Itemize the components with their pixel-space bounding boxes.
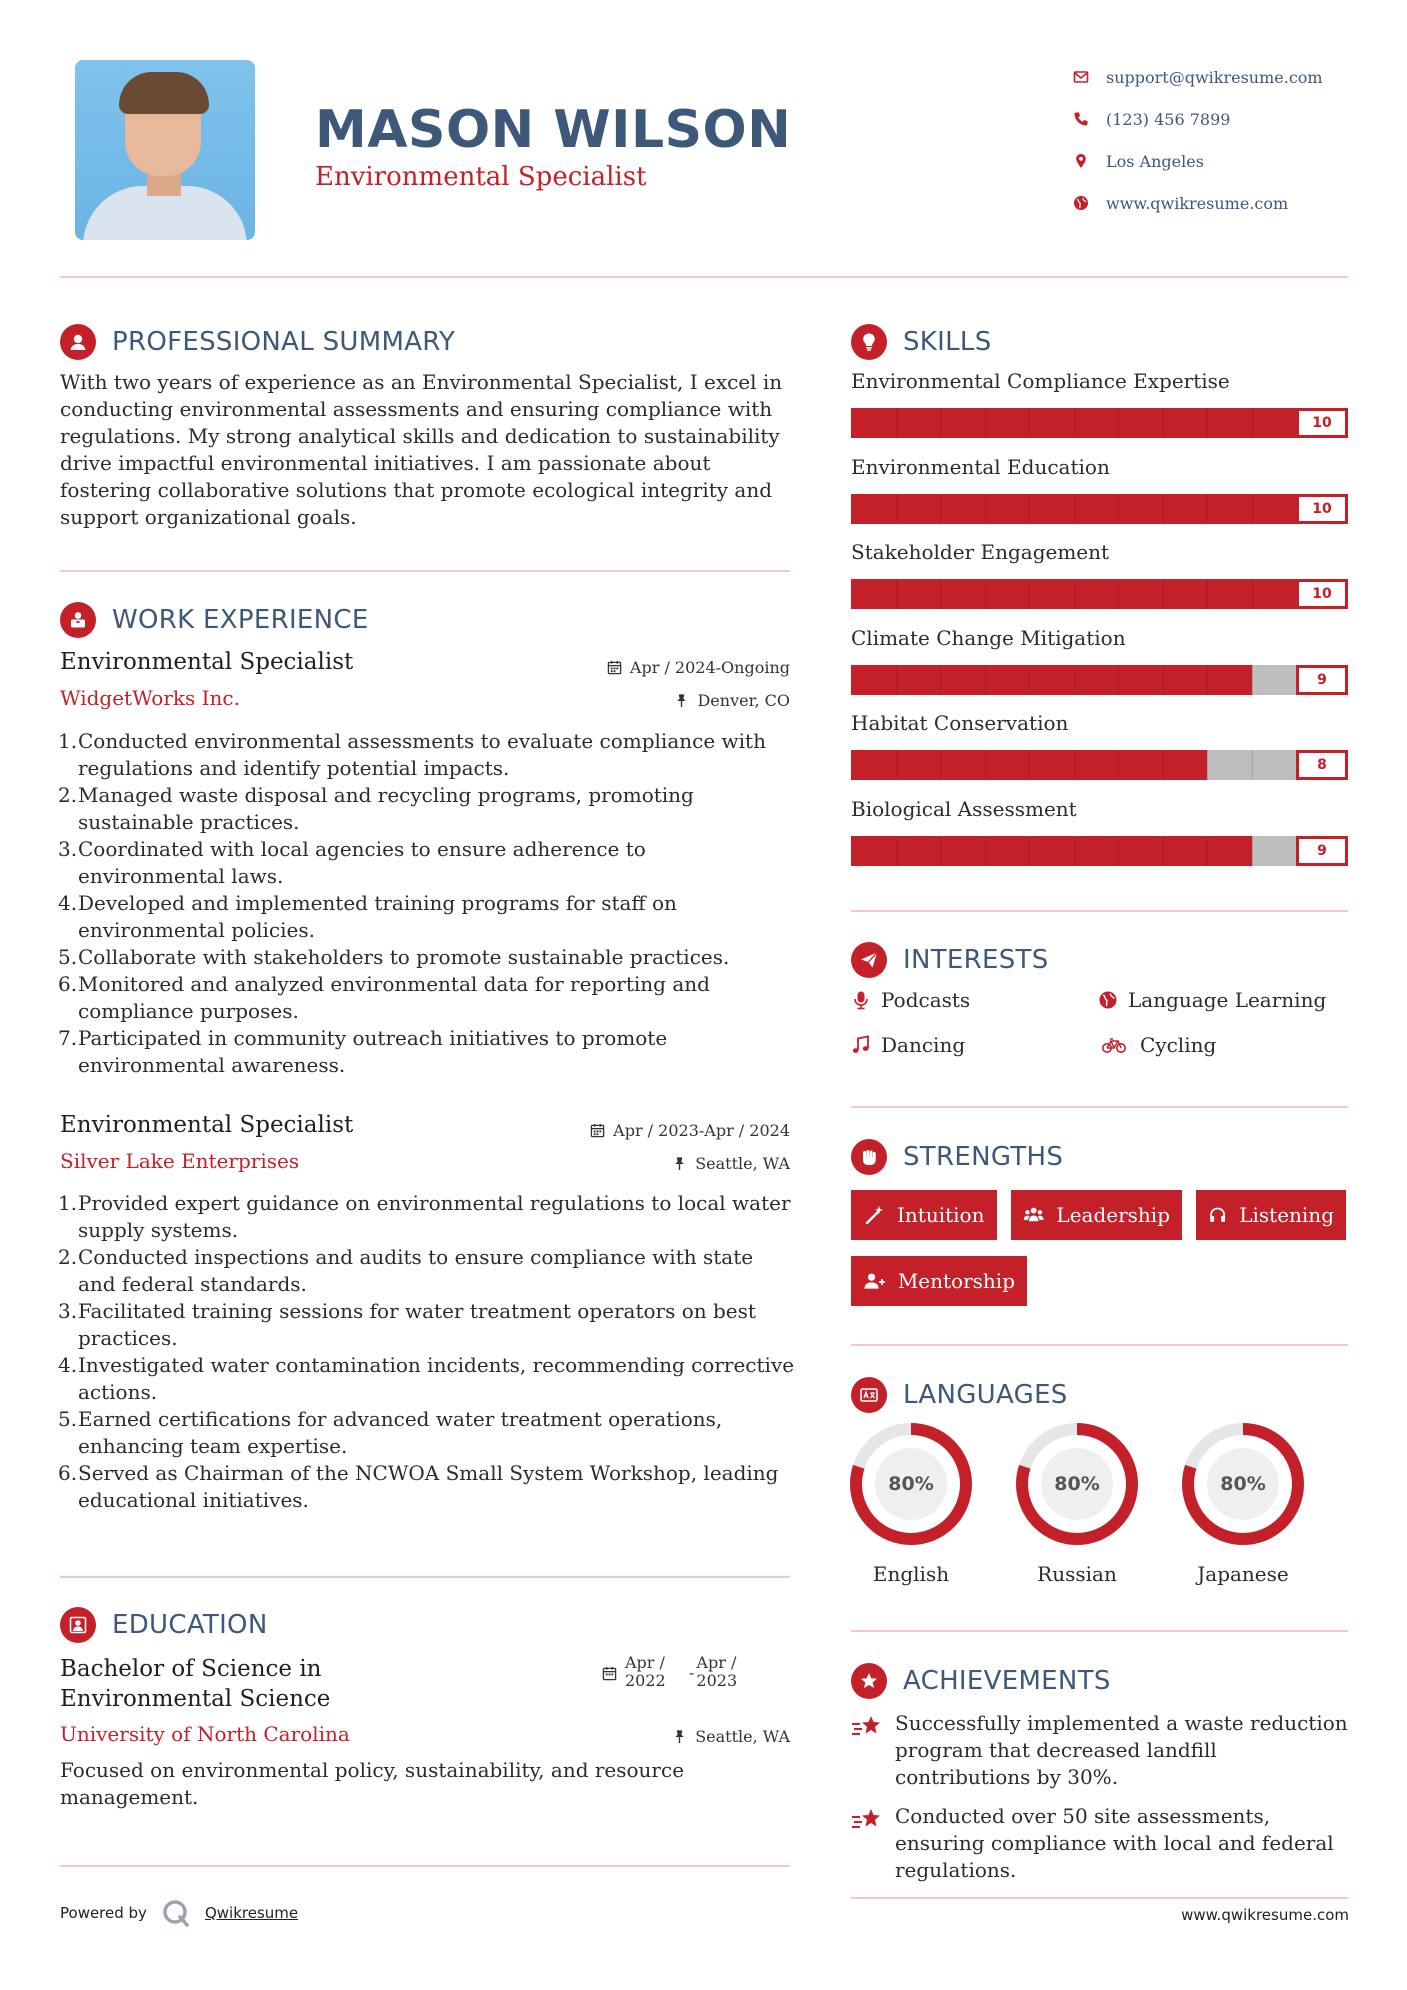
skill-bar-segment: [1207, 836, 1208, 866]
headphones-icon: [1208, 1204, 1227, 1226]
footer-powered-by: [60, 1898, 298, 1928]
contact-website[interactable]: [1070, 182, 1323, 224]
skill-bar-segment: [985, 494, 986, 524]
skill-name: Stakeholder Engagement: [851, 540, 1110, 564]
languages-title: LANGUAGES: [903, 1380, 1068, 1410]
skill-bar-segment: [1207, 494, 1208, 524]
contact-phone[interactable]: [1070, 98, 1323, 140]
skill-bar: [851, 494, 1348, 524]
skill-name: Environmental Education: [851, 454, 1110, 479]
skills-title: SKILLS: [903, 327, 992, 357]
skill-bar-segment: [1163, 579, 1164, 609]
work-divider: [60, 1576, 790, 1578]
calendar-icon: [607, 660, 622, 675]
list-item: 5. Collaborate with stakeholders to promote sustainable practices.: [58, 945, 730, 969]
skill-bar-segment: [1163, 750, 1164, 780]
skill-bar-fill: [851, 665, 1252, 695]
skill-bar-segment: [985, 836, 986, 866]
skill-bar-segment: [940, 494, 941, 524]
list-item: 5. Earned certifications for advanced water treatment operations, enhancing team expertise.: [58, 1407, 723, 1458]
list-item: 2. Managed waste disposal and recycling programs, promoting sustainable practices.: [58, 783, 694, 834]
education-separator: -: [689, 1663, 695, 1682]
summary-heading: [60, 324, 455, 360]
job-company: Silver Lake Enterprises: [60, 1149, 300, 1173]
job-location-text: Denver, CO: [697, 691, 790, 710]
education-end: Apr / 2023: [696, 1653, 738, 1690]
skill-bar-segment: [940, 579, 941, 609]
microphone-icon: [851, 990, 871, 1010]
interest-language-learning: [1098, 988, 1326, 1012]
skill-bar-segment: [1074, 750, 1075, 780]
skill-name: Biological Assessment: [851, 796, 1077, 821]
skill-bar-segment: [940, 836, 941, 866]
skill-bar-segment: [1074, 579, 1075, 609]
skill-bar-segment: [985, 408, 986, 438]
work-title: WORK EXPERIENCE: [112, 605, 369, 635]
list-item: 6. Served as Chairman of the NCWOA Small System Workshop, leading educational initiatives.: [58, 1461, 779, 1512]
footer-url[interactable]: www.qwikresume.com: [1181, 1906, 1349, 1924]
skill-bar-segment: [1252, 408, 1253, 438]
languages-heading: [851, 1377, 1068, 1413]
users-icon: [1023, 1204, 1044, 1226]
job-title: Environmental Specialist: [60, 649, 354, 675]
education-description: Focused on environmental policy, sustainability, and resource management.: [60, 1758, 685, 1809]
envelope-icon: [1070, 68, 1092, 86]
skill-bar-segment: [1118, 408, 1119, 438]
skill-bar-segment: [1252, 750, 1253, 780]
achievement-text: Conducted over 50 site assessments, ensuring compliance with local and federal regulations.: [895, 1804, 1334, 1882]
skill-bar-segment: [940, 750, 941, 780]
education-location: [672, 1727, 790, 1746]
interests-divider: [851, 1106, 1348, 1108]
skills-divider: [851, 910, 1348, 912]
pin-icon: [674, 693, 689, 708]
language-ring: [1015, 1422, 1139, 1546]
user-circle-icon: [60, 324, 96, 360]
briefcase-user-icon: [60, 602, 96, 638]
qwikresume-link[interactable]: Qwikresume: [204, 1904, 299, 1922]
skill-bar-segment: [1029, 665, 1030, 695]
language-ring: [849, 1422, 973, 1546]
degree-title: Bachelor of Science in Environmental Science: [60, 1656, 331, 1712]
list-item: 6. Monitored and analyzed environmental data for reporting and compliance purposes.: [58, 972, 710, 1023]
contact-email-text: support@qwikresume.com: [1106, 67, 1323, 87]
list-item: 1. Provided expert guidance on environmental regulations to local water supply systems.: [58, 1191, 791, 1242]
skill-name: Habitat Conservation: [851, 711, 1069, 735]
contact-location: [1070, 140, 1323, 182]
skill-bar-segment: [1252, 579, 1253, 609]
summary-title: PROFESSIONAL SUMMARY: [112, 327, 456, 357]
magic-wand-icon: [863, 1204, 885, 1226]
skill-bar-segment: [1029, 579, 1030, 609]
fist-icon: [851, 1139, 887, 1175]
strengths-heading: [851, 1139, 1063, 1175]
achievements-heading: [851, 1663, 1111, 1699]
education-start: Apr / 2022: [625, 1653, 666, 1690]
language-percent: 80%: [1220, 1473, 1266, 1495]
skill-bar-segment: [896, 836, 897, 866]
language-percent: 80%: [888, 1473, 934, 1495]
interest-label: Language Learning: [1128, 988, 1327, 1012]
job-dates: [590, 1121, 790, 1140]
skill-bar-segment: [1118, 836, 1119, 866]
contact-list: [1070, 56, 1323, 224]
job-title: Environmental Specialist: [60, 1112, 354, 1138]
calendar-icon: [602, 1666, 617, 1681]
job-bullets: [60, 728, 795, 1079]
language-percent: 80%: [1054, 1473, 1100, 1495]
strength-label: Intuition: [897, 1203, 985, 1227]
skill-bar-fill: [851, 579, 1300, 609]
star-badge-icon: [851, 1663, 887, 1699]
skill-bar-segment: [1207, 665, 1208, 695]
skill-bar-segment: [1118, 665, 1119, 695]
language-ring: [1181, 1422, 1305, 1546]
skill-bar-segment: [1163, 494, 1164, 524]
skill-bar-fill: [851, 408, 1300, 438]
skill-bar-segment: [896, 665, 897, 695]
job-company: WidgetWorks Inc.: [60, 686, 240, 710]
interests-title: INTERESTS: [903, 945, 1049, 975]
interest-label: Podcasts: [881, 988, 971, 1012]
skill-bar: [851, 665, 1348, 695]
job-dates: [607, 658, 790, 677]
skill-score: 9: [1296, 836, 1348, 866]
pin-icon: [672, 1729, 687, 1744]
strength-tag-listening: [1196, 1190, 1346, 1240]
skill-bar-segment: [1118, 494, 1119, 524]
music-note-icon: [851, 1035, 871, 1055]
header-divider: [60, 276, 1348, 278]
list-item: 4. Investigated water contamination incidents, recommending corrective actions.: [58, 1353, 795, 1404]
calendar-icon: [590, 1123, 605, 1138]
globe-icon: [1070, 194, 1092, 212]
skill-bar-segment: [1029, 494, 1030, 524]
list-item: 2. Conducted inspections and audits to ensure compliance with state and federal standards.: [58, 1245, 754, 1296]
work-heading: [60, 602, 369, 638]
skill-bar-segment: [1207, 408, 1208, 438]
list-item: 7. Participated in community outreach initiatives to promote environmental awareness.: [58, 1026, 668, 1077]
skill-score: 8: [1296, 750, 1348, 780]
skills-heading: [851, 324, 992, 360]
pin-icon: [672, 1156, 687, 1171]
strength-label: Listening: [1239, 1203, 1334, 1227]
skill-bar-segment: [1029, 750, 1030, 780]
interests-heading: [851, 942, 1049, 978]
list-item: 4. Developed and implemented training programs for staff on environmental policies.: [58, 891, 677, 942]
skill-bar-fill: [851, 494, 1300, 524]
strength-label: Mentorship: [897, 1269, 1015, 1293]
interest-label: Dancing: [881, 1033, 966, 1057]
languages-divider: [851, 1630, 1348, 1632]
bicycle-icon: [1098, 1035, 1130, 1055]
skill-score: 10: [1296, 494, 1348, 524]
skill-bar-segment: [1029, 836, 1030, 866]
skill-bar: [851, 750, 1348, 780]
summary-divider: [60, 570, 790, 572]
skill-bar-segment: [896, 579, 897, 609]
skill-bar-segment: [940, 665, 941, 695]
skill-bar-fill: [851, 836, 1252, 866]
skill-bar-segment: [1207, 750, 1208, 780]
achievement-item: [851, 1710, 1348, 1791]
list-item: 3. Facilitated training sessions for water treatment operators on best practices.: [58, 1299, 756, 1350]
skill-bar-segment: [1074, 665, 1075, 695]
contact-phone-text: (123) 456 7899: [1106, 109, 1231, 129]
skill-bar-segment: [1118, 750, 1119, 780]
language-name: Japanese: [1197, 1562, 1289, 1586]
shooting-star-icon: [851, 1805, 883, 1833]
profile-photo: [75, 60, 255, 240]
skill-score: 10: [1296, 408, 1348, 438]
job-bullets: [60, 1190, 795, 1514]
education-location-text: Seattle, WA: [695, 1727, 790, 1746]
language-japanese: [1181, 1422, 1305, 1586]
skill-bar-segment: [1252, 494, 1253, 524]
interest-label: Cycling: [1140, 1033, 1217, 1057]
list-item: 3. Coordinated with local agencies to ensure adherence to environmental laws.: [58, 837, 646, 888]
language-russian: [1015, 1422, 1139, 1586]
skill-bar-segment: [1074, 836, 1075, 866]
education-title: EDUCATION: [112, 1610, 268, 1640]
skill-bar-segment: [1163, 665, 1164, 695]
education-heading: [60, 1607, 268, 1643]
skill-bar-segment: [985, 665, 986, 695]
achievement-text: Successfully implemented a waste reduction program that decreased landfill contributions by 30%.: [895, 1711, 1348, 1789]
skill-bar: [851, 408, 1348, 438]
skill-bar-segment: [1163, 408, 1164, 438]
map-pin-icon: [1070, 152, 1092, 170]
skill-bar-segment: [1252, 665, 1253, 695]
achievements-divider: [851, 1897, 1348, 1899]
skill-bar-segment: [985, 750, 986, 780]
skill-bar: [851, 579, 1348, 609]
graduate-icon: [60, 1607, 96, 1643]
achievements-title: ACHIEVEMENTS: [903, 1666, 1111, 1696]
education-divider: [60, 1865, 790, 1867]
interest-podcasts: [851, 988, 970, 1012]
skill-bar-segment: [896, 494, 897, 524]
school-name: University of North Carolina: [60, 1722, 350, 1746]
candidate-title: Environmental Specialist: [315, 162, 647, 192]
achievement-item: [851, 1803, 1348, 1884]
skill-bar: [851, 836, 1348, 866]
strength-tag-intuition: [851, 1190, 997, 1240]
user-plus-icon: [863, 1270, 886, 1292]
strength-label: Leadership: [1056, 1203, 1170, 1227]
language-english: [849, 1422, 973, 1586]
job-location: [672, 1154, 790, 1173]
job-dates-text: Apr / 2023-Apr / 2024: [613, 1121, 790, 1140]
skill-bar-segment: [1074, 494, 1075, 524]
language-name: English: [872, 1562, 950, 1586]
shooting-star-icon: [851, 1712, 883, 1740]
education-dates: [602, 1654, 740, 1690]
paper-plane-icon: [851, 942, 887, 978]
contact-website-text: www.qwikresume.com: [1106, 193, 1289, 213]
job-dates-text: Apr / 2024-Ongoing: [629, 658, 790, 677]
skill-score: 9: [1296, 665, 1348, 695]
strengths-title: STRENGTHS: [903, 1142, 1064, 1172]
contact-location-text: Los Angeles: [1106, 151, 1204, 171]
job-location: [674, 691, 790, 710]
skill-bar-segment: [1118, 579, 1119, 609]
language-name: Russian: [1037, 1562, 1117, 1586]
skill-bar-segment: [1252, 836, 1253, 866]
skill-score: 10: [1296, 579, 1348, 609]
skill-name: Climate Change Mitigation: [851, 625, 1126, 650]
skill-bar-segment: [985, 579, 986, 609]
skill-bar-segment: [896, 750, 897, 780]
skill-bar-segment: [896, 408, 897, 438]
powered-by-text: Powered by: [60, 1904, 147, 1922]
contact-email[interactable]: [1070, 56, 1323, 98]
interest-cycling: [1098, 1033, 1216, 1057]
interest-dancing: [851, 1033, 965, 1057]
skill-bar-segment: [1074, 408, 1075, 438]
strength-tag-mentorship: [851, 1256, 1027, 1306]
strengths-divider: [851, 1344, 1348, 1346]
summary-text: With two years of experience as an Environmental Specialist, I excel in conducting environmental assessments and ensuring compliance with regulations. My strong analytical skills and dedication to sustainability drive impactful environmental initiatives. I am passionate about fostering collaborative solutions that promote ecological integrity and support organizational goals.: [60, 370, 783, 529]
skill-bar-segment: [1163, 836, 1164, 866]
skill-name: Environmental Compliance Expertise: [851, 369, 1230, 393]
qwikresume-logo-icon: [161, 1898, 191, 1928]
phone-icon: [1070, 110, 1092, 128]
job-location-text: Seattle, WA: [695, 1154, 790, 1173]
list-item: 1. Conducted environmental assessments to evaluate compliance with regulations and identify potential impacts.: [58, 729, 766, 780]
strength-tag-leadership: [1011, 1190, 1182, 1240]
skill-bar-segment: [1029, 408, 1030, 438]
candidate-name: MASON WILSON: [315, 100, 792, 160]
globe-icon: [1098, 990, 1118, 1010]
skill-bar-segment: [1207, 579, 1208, 609]
skill-bar-segment: [940, 408, 941, 438]
translate-icon: [851, 1377, 887, 1413]
lightbulb-icon: [851, 324, 887, 360]
